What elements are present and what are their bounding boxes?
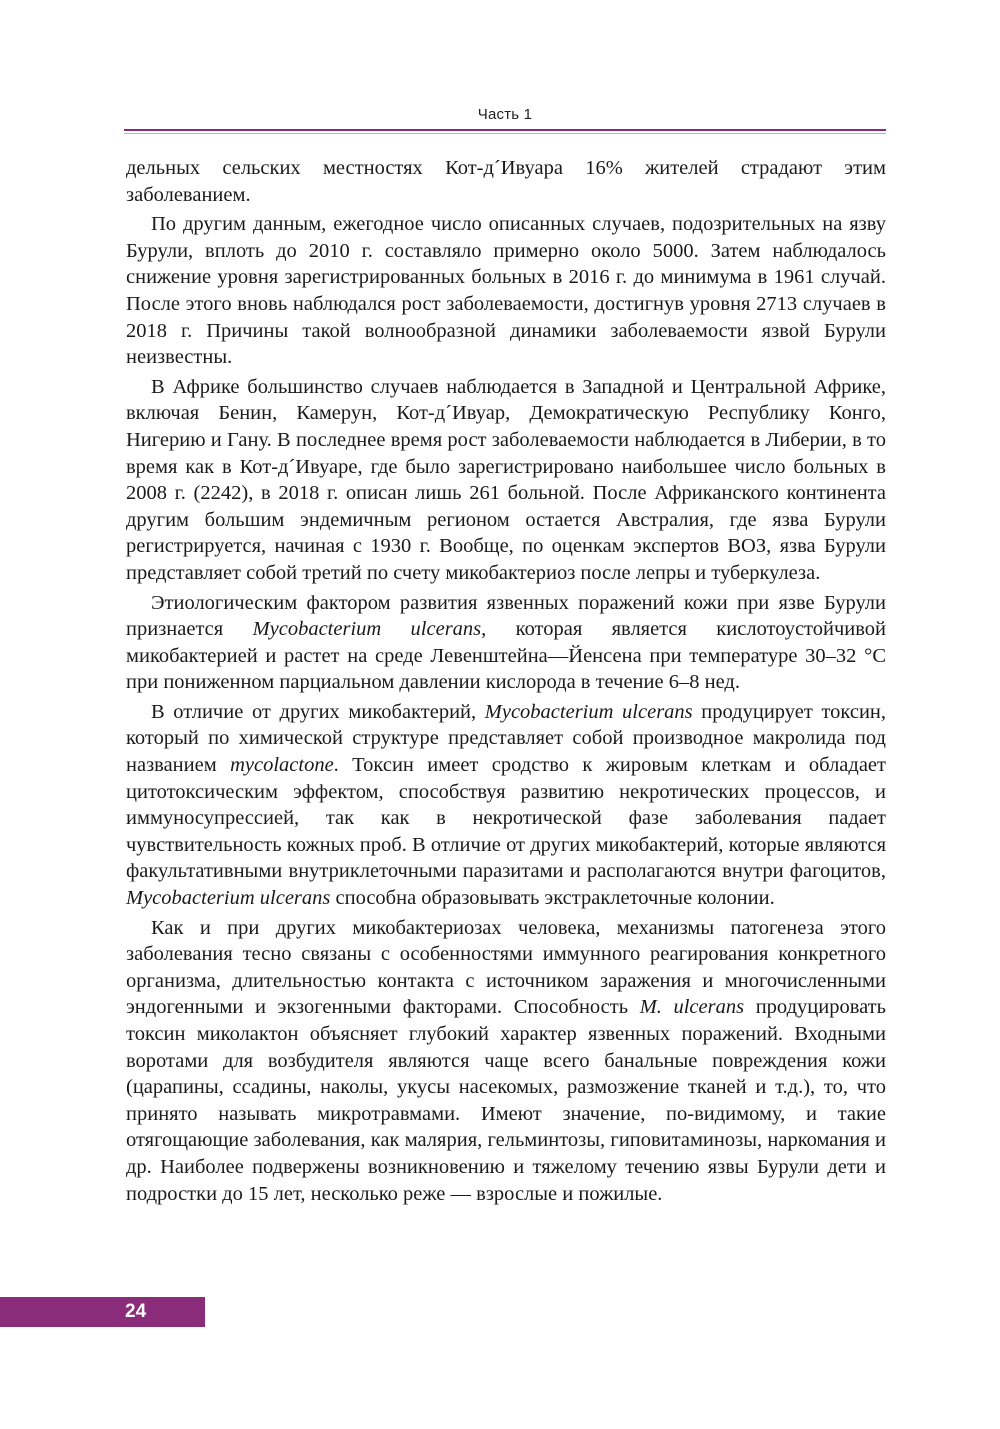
- paragraph: [126, 699, 886, 912]
- paragraph: [126, 374, 886, 587]
- text-segment: продуцировать токсин миколактон объясняет глубокий характер язвенных поражений. Входными воротами для возбудителя являются чаще всего банальные повреждения кожи (царапины, ссадины, наколы, укусы насекомых, размозжение тканей и т.д.), то, что принято называть микротравмами. Имеют значение, по-видимому, и такие отягощающие заболевания, как малярия, гельминтозы, гиповитаминозы, наркомания и др. Наиболее подвержены возникновению и тяжелому течению язвы Бурули дети и подростки до 15 лет, несколько реже — взрослые и пожилые.: [126, 996, 886, 1205]
- header-rule-secondary: [124, 133, 886, 134]
- page-number-tab: [0, 1297, 205, 1327]
- header-rule-accent: [124, 129, 886, 131]
- running-header-title: Часть 1: [477, 106, 533, 123]
- paragraph: [126, 915, 886, 1208]
- running-header: [124, 106, 886, 123]
- italic-term: Mycobacterium ulcerans: [484, 700, 693, 723]
- text-segment: Этиологическим фактором развития язвенных поражений кожи при язве Бурули признается: [126, 591, 886, 641]
- italic-term: Mycobacterium ulcerans: [252, 618, 482, 641]
- text-segment: способна образовывать экстраклеточные колонии.: [330, 887, 775, 910]
- italic-term: mycolactone: [230, 754, 334, 777]
- page-number: 24: [125, 1301, 147, 1322]
- text-segment: По другим данным, ежегодное число описанных случаев, подозрительных на язву Бурули, вплоть до 2010 г. составляло примерно около 5000. Затем наблюдалось снижение уровня зарегистрированных больных в 2016 г. до минимума в 1961 случай. После этого вновь наблюдался рост заболеваемости, достигнув уровня 2713 случаев в 2018 г. Причины такой волнообразной динамики заболеваемости язвой Бурули неизвестны.: [126, 213, 886, 369]
- paragraph: [126, 155, 886, 208]
- text-segment: . Токсин имеет сродство к жировым клеткам и обладает цитотоксическим эффектом, способствуя развитию некротических процессов, и иммуносупрессией, так как в некротической фазе заболевания падает чувствительность кожных проб. В отличие от других микобактерий, которые являются факультативными внутриклеточными паразитами и располагаются внутри фагоцитов,: [126, 754, 886, 883]
- text-segment: В Африке большинство случаев наблюдается в Западной и Центральной Африке, включая Бенин, Камерун, Кот-д´Ивуар, Демократическую Республику Конго, Нигерию и Гану. В последнее время рост заболеваемости наблюдается в Либерии, в то время как в Кот-д´Ивуаре, где было зарегистрировано наибольшее число больных в 2008 г. (2242), в 2018 г. описан лишь 261 больной. После Африканского континента другим большим эндемичным регионом остается Австралия, где язва Бурули регистрируется, начиная с 1930 г. Вообще, по оценкам экспертов ВОЗ, язва Бурули представляет собой третий по счету микобактериоз после лепры и туберкулеза.: [126, 375, 886, 584]
- paragraph: [126, 590, 886, 696]
- text-segment: дельных сельских местностях Кот-д´Ивуара 16% жителей страдают этим заболеванием.: [126, 157, 886, 206]
- body-text: [126, 155, 886, 1207]
- italic-term: M. ulcerans: [639, 996, 745, 1019]
- text-segment: , которая является кислотоустойчивой микобактерией и растет на среде Левенштейна—Йенсена при температуре 30–32 °С при пониженном парциальном давлении кислорода в течение 6–8 нед.: [126, 618, 887, 694]
- text-segment: продуцирует токсин, который по химической структуре представляет собой производное макролида под названием: [126, 700, 887, 777]
- paragraph: [126, 211, 886, 371]
- italic-term: Mycobacterium ulcerans: [126, 887, 331, 910]
- text-segment: В отличие от других микобактерий,: [151, 700, 485, 723]
- text-segment: Как и при других микобактериозах человека, механизмы патогенеза этого заболевания тесно связаны с особенностями иммунного реагирования конкретного организма, длительностью контакта с источником заражения и многочисленными эндогенными и экзогенными факторами. Способность: [126, 916, 886, 1019]
